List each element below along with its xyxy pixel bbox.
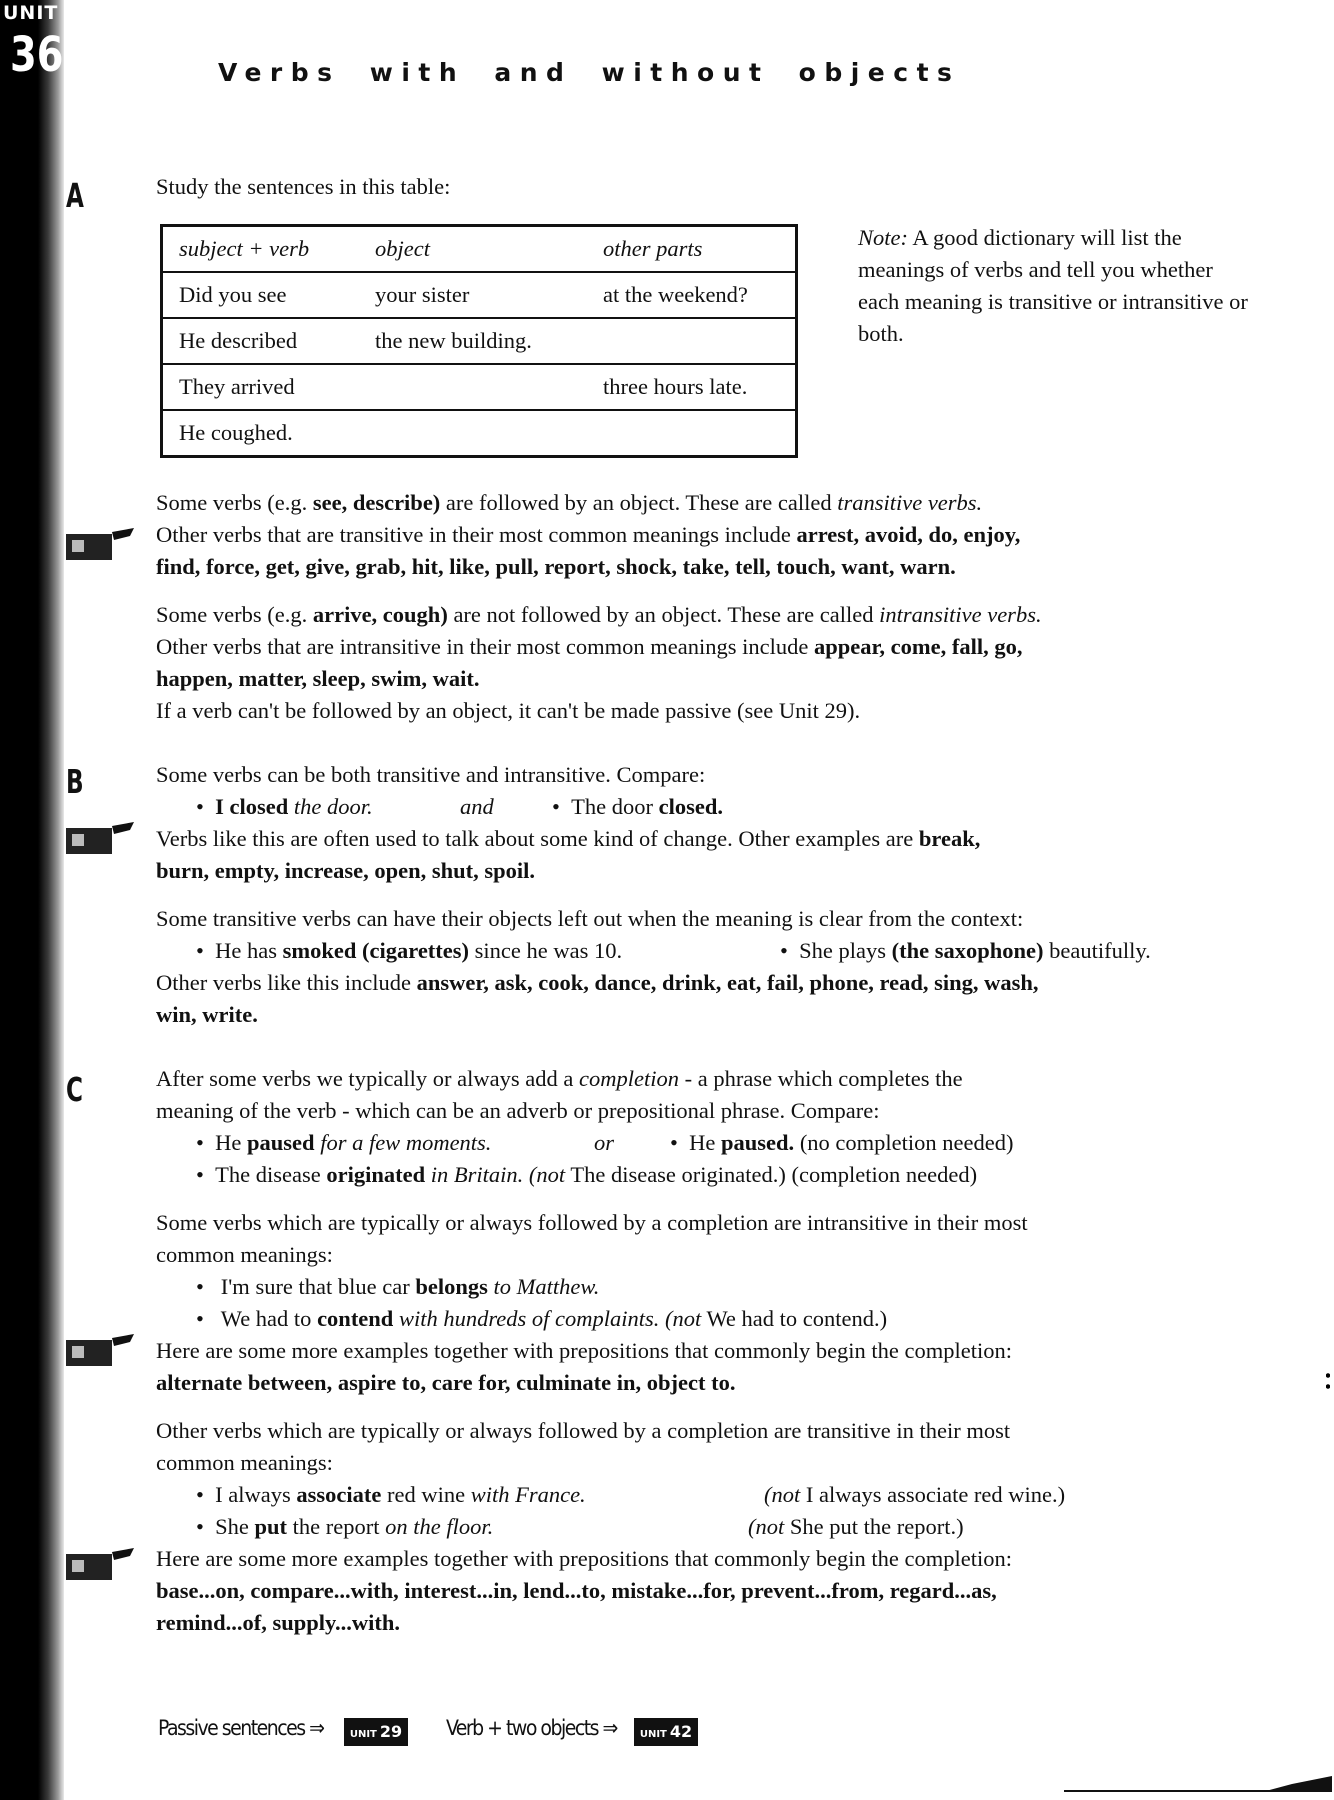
paragraph: Verbs like this are often used to talk about some kind of change. Other examples are break, bbox=[156, 826, 981, 851]
paragraph: Other verbs that are intransitive in their most common meanings include appear, come, fall, go, bbox=[156, 634, 1023, 659]
paragraph: Some verbs which are typically or always followed by a completion are intransitive in their most bbox=[156, 1210, 1028, 1235]
table-header: object bbox=[359, 226, 587, 273]
example-bullet: • He paused for a few moments. bbox=[196, 1130, 492, 1155]
table-header-row bbox=[162, 226, 797, 273]
section-letter-b: B bbox=[66, 762, 84, 801]
paragraph: base...on, compare...with, interest...in, lend...to, mistake...for, prevent...from, regard...as, bbox=[156, 1578, 997, 1603]
example-bullet: • The disease originated in Britain. (not The disease originated.) (completion needed) bbox=[196, 1162, 978, 1187]
example-correction: (not She put the report.) bbox=[748, 1514, 964, 1539]
table-row bbox=[162, 410, 797, 457]
paragraph: burn, empty, increase, open, shut, spoil. bbox=[156, 858, 536, 883]
table-cell bbox=[359, 364, 587, 410]
unit-29-badge[interactable]: UNIT 29 bbox=[344, 1718, 408, 1746]
footer-link-passive[interactable]: Passive sentences ⇒ bbox=[158, 1716, 324, 1740]
unit-sidebar bbox=[0, 0, 64, 1800]
paragraph: Here are some more examples together with prepositions that commonly begin the completion: bbox=[156, 1338, 1013, 1363]
table-row bbox=[162, 318, 797, 364]
paragraph: alternate between, aspire to, care for, culminate in, object to. bbox=[156, 1370, 736, 1395]
unit-42-badge[interactable]: UNIT 42 bbox=[634, 1718, 698, 1746]
table-cell bbox=[359, 410, 587, 457]
table-cell: three hours late. bbox=[587, 364, 797, 410]
paragraph: If a verb can't be followed by an object, it can't be made passive (see Unit 29). bbox=[156, 698, 861, 723]
unit-number: 36 bbox=[10, 27, 64, 83]
paragraph: win, write. bbox=[156, 1002, 258, 1027]
page-corner-arrow-icon bbox=[1262, 1776, 1332, 1792]
paragraph: remind...of, supply...with. bbox=[156, 1610, 401, 1635]
grammar-table bbox=[160, 224, 798, 458]
table-intro: Study the sentences in this table: bbox=[156, 174, 451, 199]
example-bullet: • We had to contend with hundreds of complaints. (not We had to contend.) bbox=[196, 1306, 888, 1331]
paragraph: Other verbs that are transitive in their most common meanings include arrest, avoid, do, enjoy, bbox=[156, 522, 1021, 547]
paragraph: Other verbs which are typically or always followed by a completion are transitive in their most bbox=[156, 1418, 1011, 1443]
paragraph: happen, matter, sleep, swim, wait. bbox=[156, 666, 480, 691]
pointing-hand-icon bbox=[64, 1546, 134, 1586]
paragraph: Some transitive verbs can have their objects left out when the meaning is clear from the context: bbox=[156, 906, 1024, 931]
pointing-hand-icon bbox=[64, 820, 134, 860]
example-bullet: • She plays (the saxophone) beautifully. bbox=[780, 938, 1151, 963]
paragraph: Here are some more examples together with prepositions that commonly begin the completion: bbox=[156, 1546, 1013, 1571]
example-connector: and bbox=[460, 794, 494, 819]
example-bullet: • I always associate red wine with France. bbox=[196, 1482, 586, 1507]
table-cell: He coughed. bbox=[179, 420, 293, 445]
paragraph: meaning of the verb - which can be an adverb or prepositional phrase. Compare: bbox=[156, 1098, 880, 1123]
unit-label: UNIT bbox=[3, 2, 59, 24]
table-cell: They arrived bbox=[162, 364, 360, 410]
section-letter-a: A bbox=[66, 176, 84, 215]
pointing-hand-icon bbox=[64, 1332, 134, 1372]
table-cell bbox=[587, 410, 797, 457]
example-correction: (not I always associate red wine.) bbox=[764, 1482, 1066, 1507]
paragraph: Other verbs like this include answer, ask, cook, dance, drink, eat, fail, phone, read, sing, wash, bbox=[156, 970, 1039, 995]
paragraph: common meanings: bbox=[156, 1450, 333, 1475]
example-connector: or bbox=[594, 1130, 615, 1155]
table-cell: your sister bbox=[359, 272, 587, 318]
bottom-rule bbox=[1064, 1790, 1274, 1792]
footer-link-two-objects[interactable]: Verb + two objects ⇒ bbox=[446, 1716, 617, 1740]
example-bullet: • He paused. (no completion needed) bbox=[670, 1130, 1014, 1155]
pointing-hand-icon bbox=[64, 526, 134, 566]
dictionary-note: Note: A good dictionary will list the meanings of verbs and tell you whether each meaning is transitive or intransitive or both. bbox=[858, 225, 1248, 346]
table-row bbox=[162, 272, 797, 318]
table-row bbox=[162, 364, 797, 410]
paragraph: Some verbs can be both transitive and intransitive. Compare: bbox=[156, 762, 706, 787]
example-bullet: • I'm sure that blue car belongs to Matthew. bbox=[196, 1274, 600, 1299]
section-letter-c: C bbox=[66, 1070, 83, 1109]
paragraph: Some verbs (e.g. see, describe) are followed by an object. These are called transitive verbs. bbox=[156, 490, 983, 515]
table-header: other parts bbox=[587, 226, 797, 273]
table-cell: at the weekend? bbox=[587, 272, 797, 318]
margin-dots bbox=[1326, 1370, 1330, 1392]
paragraph: After some verbs we typically or always add a completion - a phrase which completes the bbox=[156, 1066, 963, 1091]
example-bullet: • I closed the door. bbox=[196, 794, 373, 819]
example-bullet: • She put the report on the floor. bbox=[196, 1514, 494, 1539]
table-header: subject + verb bbox=[162, 226, 360, 273]
example-bullet: • The door closed. bbox=[552, 794, 723, 819]
paragraph: Some verbs (e.g. arrive, cough) are not followed by an object. These are called intransitive verbs. bbox=[156, 602, 1042, 627]
table-cell: the new building. bbox=[359, 318, 587, 364]
page-title: Verbs with and without objects bbox=[218, 58, 961, 87]
paragraph: find, force, get, give, grab, hit, like, pull, report, shock, take, tell, touch, want, warn. bbox=[156, 554, 956, 579]
table-cell: He described bbox=[162, 318, 360, 364]
paragraph: common meanings: bbox=[156, 1242, 333, 1267]
table-cell bbox=[587, 318, 797, 364]
example-bullet: • He has smoked (cigarettes) since he was 10. bbox=[196, 938, 623, 963]
table-cell: Did you see bbox=[162, 272, 360, 318]
